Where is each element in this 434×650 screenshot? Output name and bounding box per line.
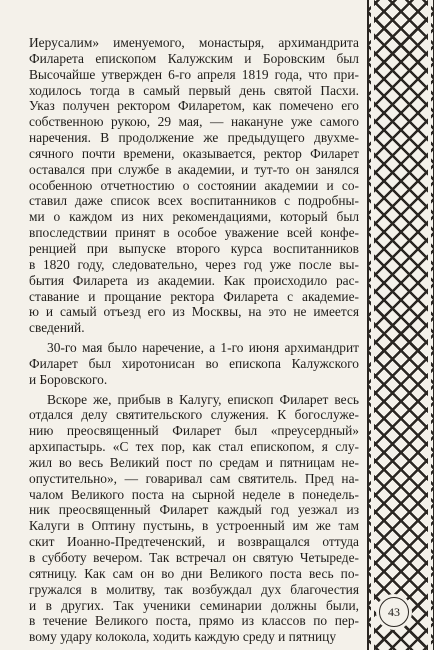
text-line: бытия Филарета из академии. Как происходило рас- (29, 272, 359, 288)
text-line: Калуги в Оптину пустынь, в устроенный им же там (29, 518, 359, 534)
text-line: Высочайше утвержден 6-го апреля 1819 года, что при- (29, 66, 359, 82)
text-line: и Боровского. (29, 371, 108, 387)
text-line: наречения. В продолжение же предыдущего двухме- (29, 130, 359, 146)
text-line: гружался в молитву, так возбуждал дух благочестия (29, 581, 359, 597)
text-line: сячного почти времени, оказывается, ректор Филарет (29, 145, 359, 161)
text-line: ставание и прощание ректора Филарета с академие- (29, 288, 359, 304)
text-line: скит Иоанно-Предтеченский, и возвращался оттуда (29, 534, 359, 550)
text-line: чалом Великого поста на сырной неделе в понедель- (29, 486, 359, 502)
text-line: и в других. Так ученики семинарии должны были, (29, 597, 359, 613)
text-line: Указ получен ректором Филаретом, как помечено его (29, 98, 359, 114)
paragraph (29, 392, 359, 646)
text-line: в 1820 году, следовательно, через год уже после вы- (29, 256, 359, 272)
text-line: опустительно», — говаривал сам святитель. Пред на- (29, 470, 359, 486)
decorative-border-ornament (367, 0, 434, 650)
text-line: архипастырь. «С тех пор, как стал епископом, я слу- (29, 439, 359, 455)
text-line: 30-го мая было наречение, а 1-го июня архимандрит (47, 340, 359, 356)
page-text (29, 35, 359, 645)
text-line: сведений. (29, 320, 85, 336)
text-line: ренцией при выпуске второго курса воспитанников (29, 240, 359, 256)
text-line: ставил даже список всех воспитанников с подробны- (29, 193, 359, 209)
text-line: ходилось тогда в самый первый день святой Пасхи. (29, 82, 359, 98)
text-line: собственною рукою, 29 мая, — накануне уже самого (29, 114, 359, 130)
paragraph (29, 35, 359, 336)
text-line: ми о каждом из них рекомендациями, который был (29, 209, 359, 225)
text-line: оставался при службе в академии, и тут-то он занялся (29, 161, 359, 177)
text-line: жил во весь Великий пост по средам и пятницам не- (29, 454, 359, 470)
text-line: нию преосвященный Филарет был «преусердный» (29, 423, 359, 439)
text-line: Иерусалим» именуемого, монастыря, архимандрита (29, 35, 359, 50)
text-line: в субботу вечером. Так встречал он святую Четыреде- (29, 550, 359, 565)
text-line: сятницу. Как сам он во дни Великого поста весь по- (29, 565, 359, 581)
text-line: отдался делу святительского служения. К богослуже- (29, 407, 359, 423)
paragraph (29, 340, 359, 388)
text-line: Филарета епископом Калужским и Боровским был (29, 50, 359, 66)
page-number: 43 (379, 597, 409, 627)
text-line: Вскоре же, прибыв в Калугу, епископ Филарет весь (47, 391, 359, 407)
text-line: особенною отчетностию о состоянии академии и со- (29, 177, 359, 193)
text-line: ник преосвященный Филарет каждый год уезжал из (29, 502, 359, 518)
text-line: ю и самый отъезд его из Москвы, на это не имеется (29, 304, 359, 320)
text-line: впоследствии принят в особое уважение всей конфе- (29, 225, 359, 241)
text-line: в течение Великого поста, прямо из классов по пер- (29, 613, 359, 629)
text-line: вому удару колокола, ходить каждую среду и пятницу (29, 629, 337, 645)
text-line: Филарет был хиротонисан во епископа Калужского (29, 355, 359, 371)
